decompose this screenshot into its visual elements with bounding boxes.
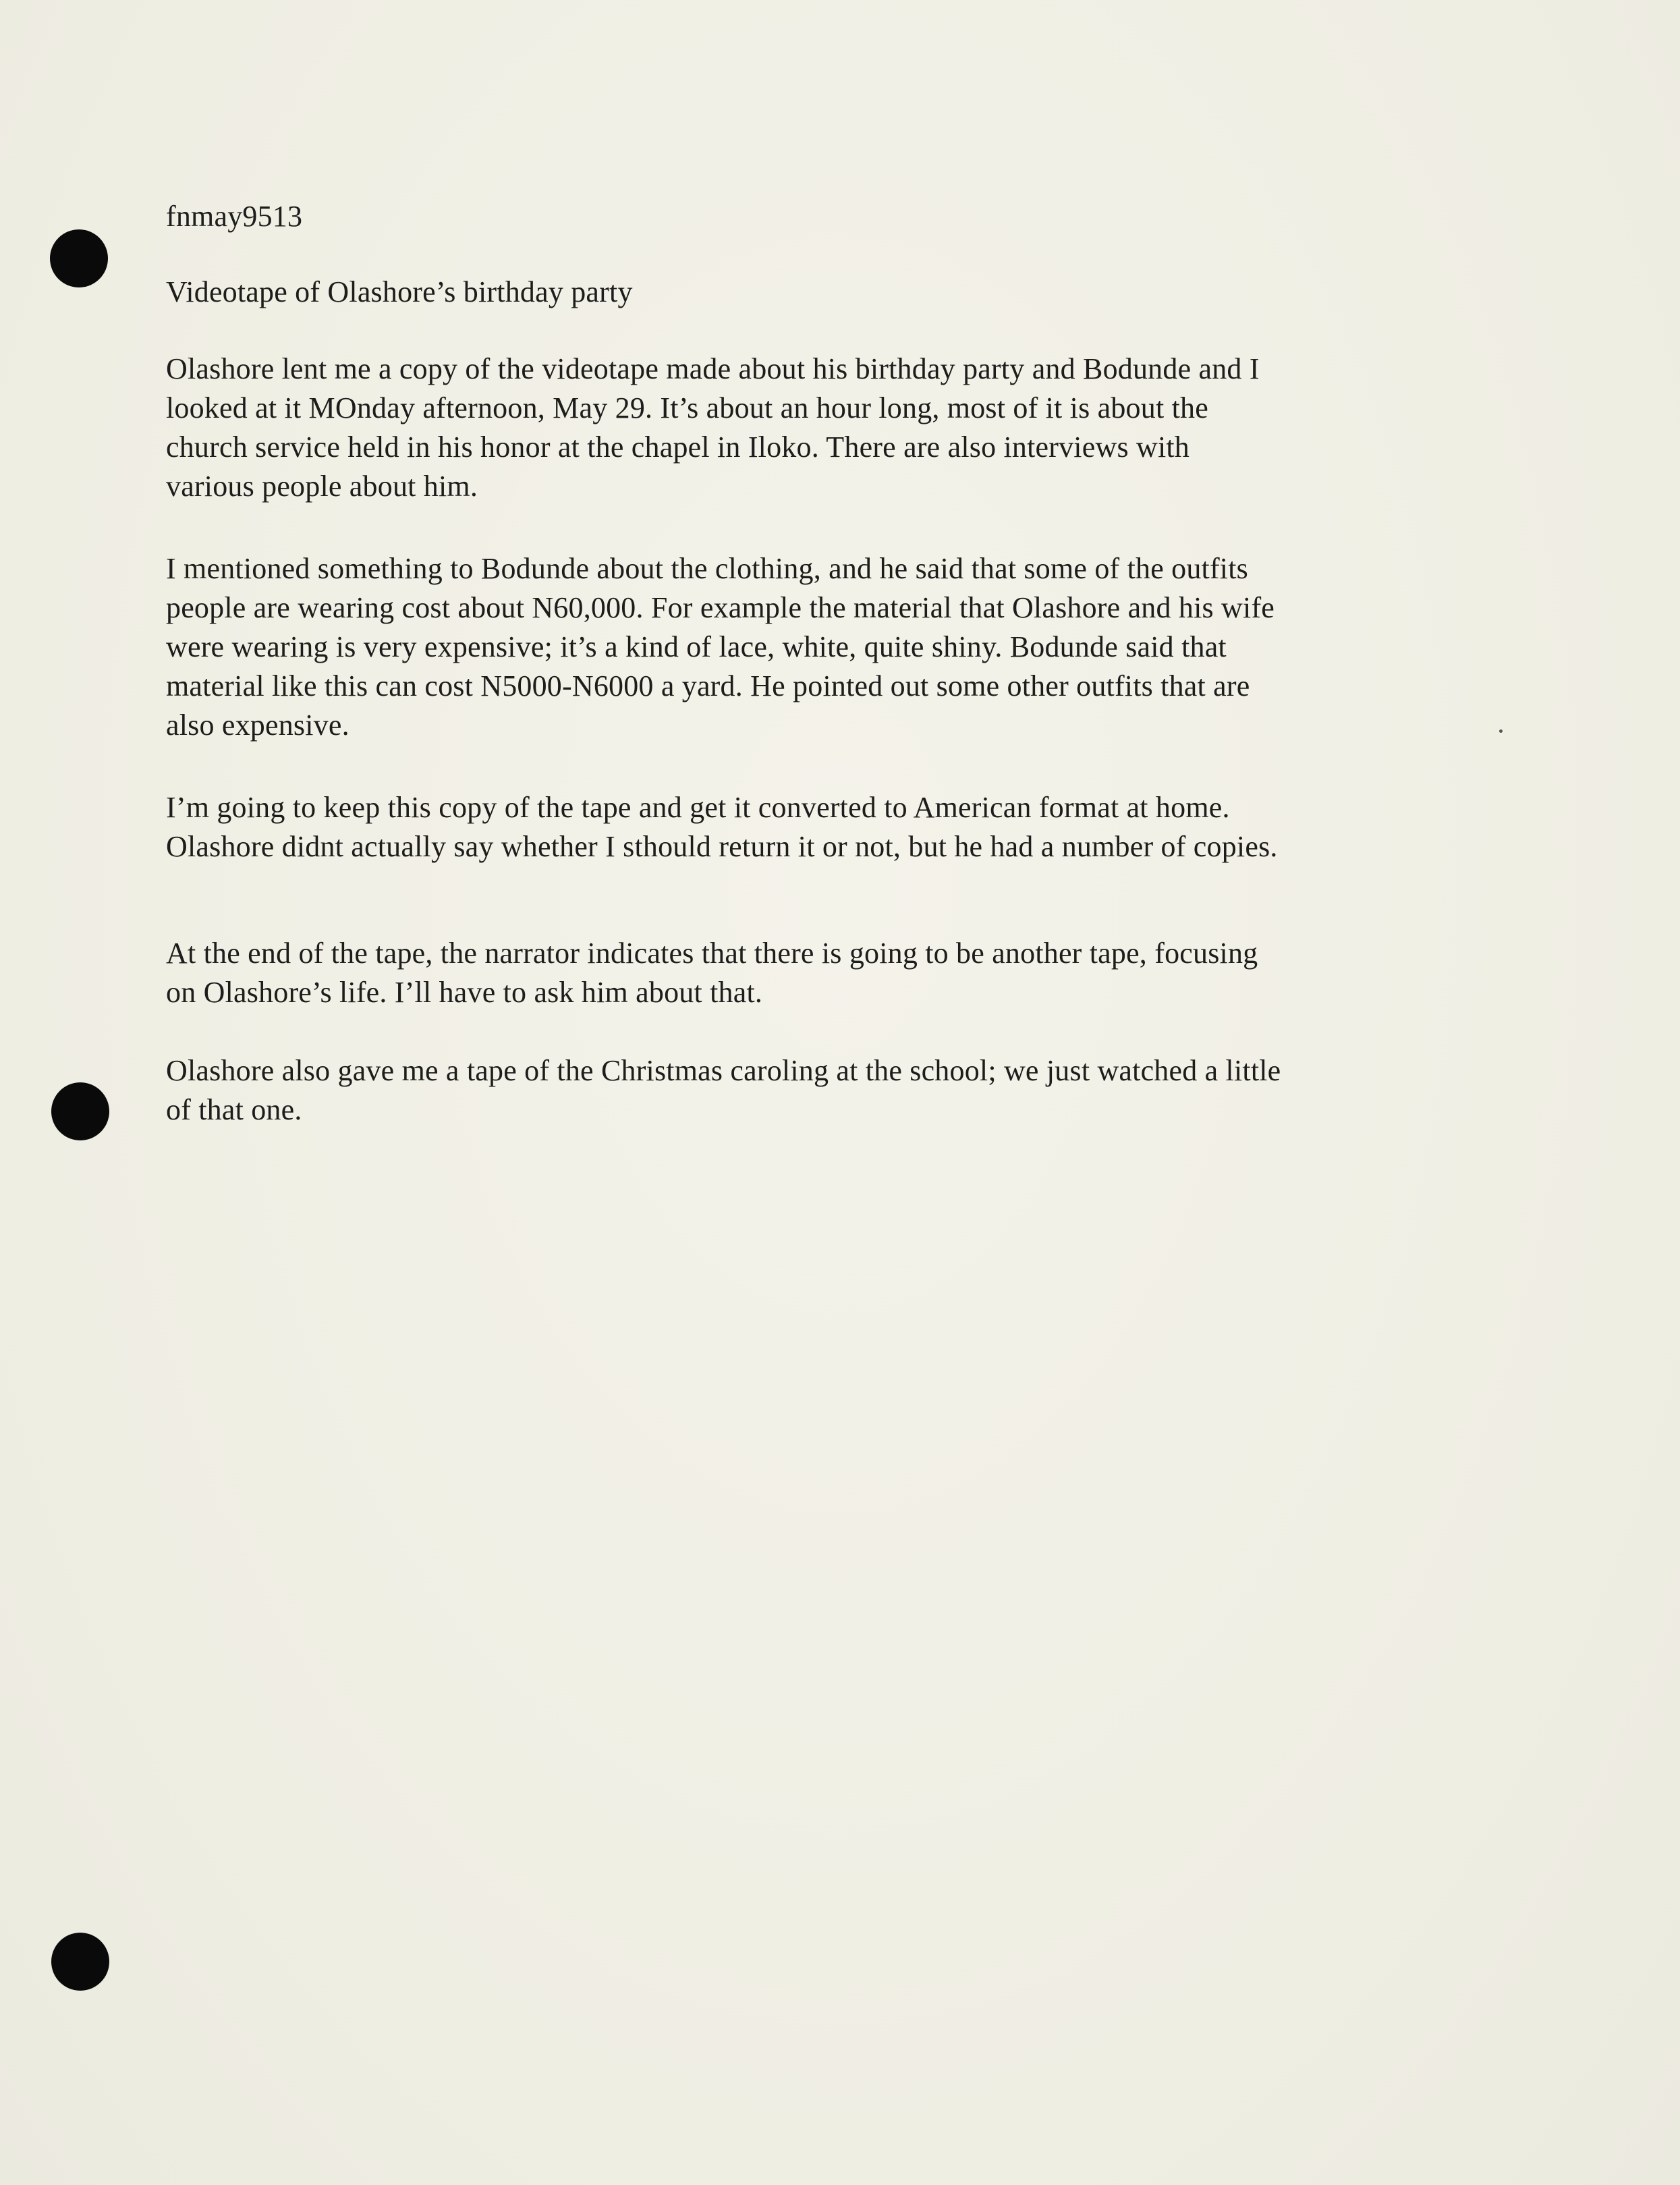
paragraph-line: of that one. — [166, 1093, 302, 1126]
paragraph-line: Olashore didnt actually say whether I sthould return it or not, but he had a number of copies. — [166, 830, 1278, 863]
paragraph-3 — [166, 788, 1278, 866]
paragraph-line: I’m going to keep this copy of the tape and get it converted to American format at home. — [166, 791, 1230, 824]
paragraph-line: Olashore lent me a copy of the videotape made about his birthday party and Bodunde and I — [166, 352, 1260, 385]
paragraph-line: I mentioned something to Bodunde about the clothing, and he said that some of the outfits — [166, 552, 1248, 585]
paragraph-line: material like this can cost N5000-N6000 a yard. He pointed out some other outfits that are — [166, 669, 1250, 702]
paragraph-line: looked at it MOnday afternoon, May 29. It’s about an hour long, most of it is about the — [166, 391, 1208, 424]
binder-hole-middle — [51, 1082, 109, 1140]
paragraph-line: church service held in his honor at the chapel in Iloko. There are also interviews with — [166, 431, 1189, 464]
paragraph-line: were wearing is very expensive; it’s a kind of lace, white, quite shiny. Bodunde said that — [166, 630, 1227, 663]
paragraph-line: Olashore also gave me a tape of the Christmas caroling at the school; we just watched a little — [166, 1054, 1281, 1087]
binder-hole-top — [50, 229, 108, 287]
paragraph-line: people are wearing cost about N60,000. For example the material that Olashore and his wife — [166, 591, 1275, 624]
document-id: fnmay9513 — [166, 200, 303, 233]
paragraph-line: At the end of the tape, the narrator indicates that there is going to be another tape, focusing — [166, 937, 1258, 970]
paragraph-4 — [166, 934, 1258, 1012]
binder-hole-bottom — [51, 1933, 109, 1991]
paper-speck — [1499, 729, 1503, 733]
paragraph-5 — [166, 1051, 1281, 1130]
document-title: Videotape of Olashore’s birthday party — [166, 275, 633, 308]
paragraph-1 — [166, 350, 1260, 506]
paragraph-2 — [166, 549, 1275, 745]
paragraph-line: on Olashore’s life. I’ll have to ask him about that. — [166, 976, 763, 1009]
paragraph-line: various people about him. — [166, 470, 478, 503]
paragraph-line: also expensive. — [166, 709, 349, 742]
